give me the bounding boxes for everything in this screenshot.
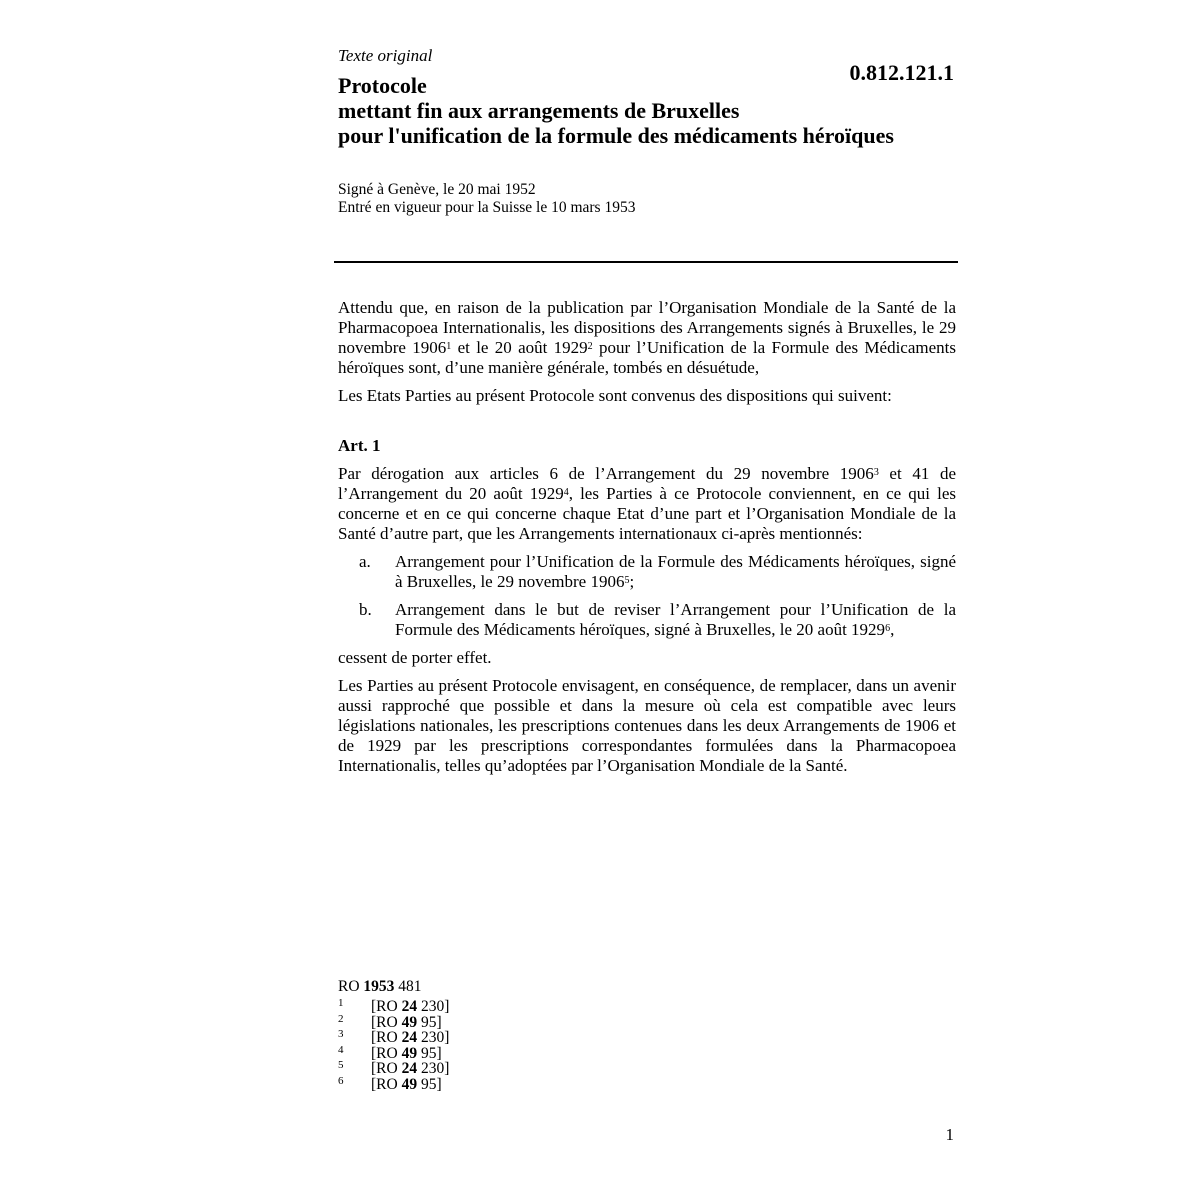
footnote-text (371, 1077, 442, 1093)
text-run: , les Parties à ce Protocole conviennent, en ce qui les concerne et en ce qui concerne chaque Etat d’une part et l’Organisation Mondiale de la Santé d’autre part, que les Arrangements internationaux ci-après mentionnés: (338, 484, 956, 543)
ro-prefix: [RO (371, 1060, 398, 1078)
ro-reference (338, 978, 449, 996)
article-paragraph: Les Parties au présent Protocole envisagent, en conséquence, de remplacer, dans un avenir aussi rapproché que possible et dans la mesure où cela est compatible avec leurs législations nationales, les prescriptions contenues dans les deux Arrangements de 1906 et de 1929 par les prescriptions correspondantes formulées dans la Pharmacopoea Internationalis, telles qu’adoptées par l’Organisation Mondiale de la Santé. (338, 676, 956, 775)
ro-volume: 24 (401, 998, 418, 1015)
text-run: pour l’Unification de la Formule des Médicaments héroïques sont, d’une manière générale, tombés en désuétude, (338, 338, 956, 377)
article-paragraph: cessent de porter effet. (338, 648, 492, 667)
footnote (338, 1074, 449, 1093)
ro-prefix: [RO (371, 1075, 398, 1093)
signed-date: Signé à Genève, le 20 mai 1952 (338, 181, 536, 198)
ro-prefix: RO (338, 978, 360, 995)
ro-volume: 49 (401, 1044, 418, 1062)
title-line: mettant fin aux arrangements de Bruxelles (338, 98, 740, 123)
text-run: et 41 de l’Arrangement du 20 août 1929 (338, 464, 956, 503)
title-line: pour l'unification de la formule des médicaments héroïques (338, 123, 894, 148)
footnote-text (371, 1061, 449, 1077)
footnote-ref[interactable]: 5 (624, 575, 630, 586)
ro-prefix: [RO (371, 1029, 398, 1047)
list-item-label: a. (359, 552, 371, 571)
footnote-ref[interactable]: 1 (446, 341, 452, 352)
ro-page: 95] (420, 1075, 442, 1093)
ro-year: 1953 (363, 978, 395, 995)
list-item-text (395, 552, 956, 592)
ro-volume: 24 (401, 1029, 418, 1047)
title-line: Protocole (338, 73, 427, 98)
ro-page: 95] (420, 1013, 442, 1031)
page-number: 1 (945, 1125, 954, 1144)
footnote-ref[interactable]: 2 (587, 341, 593, 352)
in-force-date: Entré en vigueur pour la Suisse le 10 mars 1953 (338, 199, 636, 216)
footnote-number: 1 (338, 997, 344, 1009)
ro-page: 230] (420, 998, 450, 1015)
ro-volume: 24 (401, 1060, 418, 1078)
document-body (338, 298, 956, 784)
footnote-number: 6 (338, 1074, 344, 1087)
ro-page: 481 (398, 978, 422, 995)
list-item (338, 552, 956, 592)
list-item-text (395, 600, 956, 640)
footnotes (338, 978, 449, 1093)
ro-volume: 49 (401, 1075, 418, 1093)
signature-info (338, 181, 635, 217)
footnote-text (371, 999, 449, 1015)
ro-prefix: [RO (371, 1013, 398, 1031)
document-title (338, 73, 978, 148)
ro-prefix: [RO (371, 1044, 398, 1062)
text-run: Arrangement dans le but de reviser l’Arrangement pour l’Unification de la Formule des Médicaments héroïques, signé à Bruxelles, le 20 août 1929 (395, 600, 956, 639)
ro-page: 230] (420, 1060, 450, 1078)
footnote-number: 2 (338, 1012, 344, 1025)
footnote-number: 4 (338, 1043, 344, 1056)
article-paragraph (338, 464, 956, 544)
header-divider (334, 261, 958, 263)
original-text-label: Texte original (338, 46, 433, 65)
article-heading: Art. 1 (338, 436, 381, 455)
ro-prefix: [RO (371, 998, 398, 1015)
list-item-label: b. (359, 600, 372, 619)
list-item (338, 600, 956, 640)
preamble-paragraph (338, 298, 956, 378)
text-run: Attendu que, en raison de la publication par l’Organisation Mondiale de la Santé de la Pharmacopoea Internationalis, les dispositions des Arrangements signés à Bruxelles, le 29 novembre 1906 (338, 298, 956, 357)
footnote-ref[interactable]: 4 (563, 487, 569, 498)
footnote-text (371, 1046, 442, 1062)
text-run: , (890, 620, 895, 639)
footnote-text (371, 1030, 449, 1046)
preamble-paragraph: Les Etats Parties au présent Protocole sont convenus des dispositions qui suivent: (338, 386, 892, 405)
text-run: Arrangement pour l’Unification de la Formule des Médicaments héroïques, signé à Bruxelles, le 29 novembre 1906 (395, 552, 956, 591)
footnote-ref[interactable]: 3 (873, 467, 879, 478)
ro-page: 95] (420, 1044, 442, 1062)
footnote-ref[interactable]: 6 (885, 623, 891, 634)
arrangement-list (338, 552, 956, 640)
sr-number: 0.812.121.1 (849, 60, 954, 85)
text-run: ; (629, 572, 635, 591)
text-run: Par dérogation aux articles 6 de l’Arrangement du 29 novembre 1906 (338, 464, 874, 483)
text-run: et le 20 août 1929 (451, 338, 588, 357)
footnote-text (371, 1015, 442, 1031)
ro-page: 230] (420, 1029, 450, 1047)
footnote-number: 5 (338, 1059, 344, 1072)
ro-volume: 49 (401, 1013, 418, 1031)
footnote-number: 3 (338, 1028, 344, 1041)
